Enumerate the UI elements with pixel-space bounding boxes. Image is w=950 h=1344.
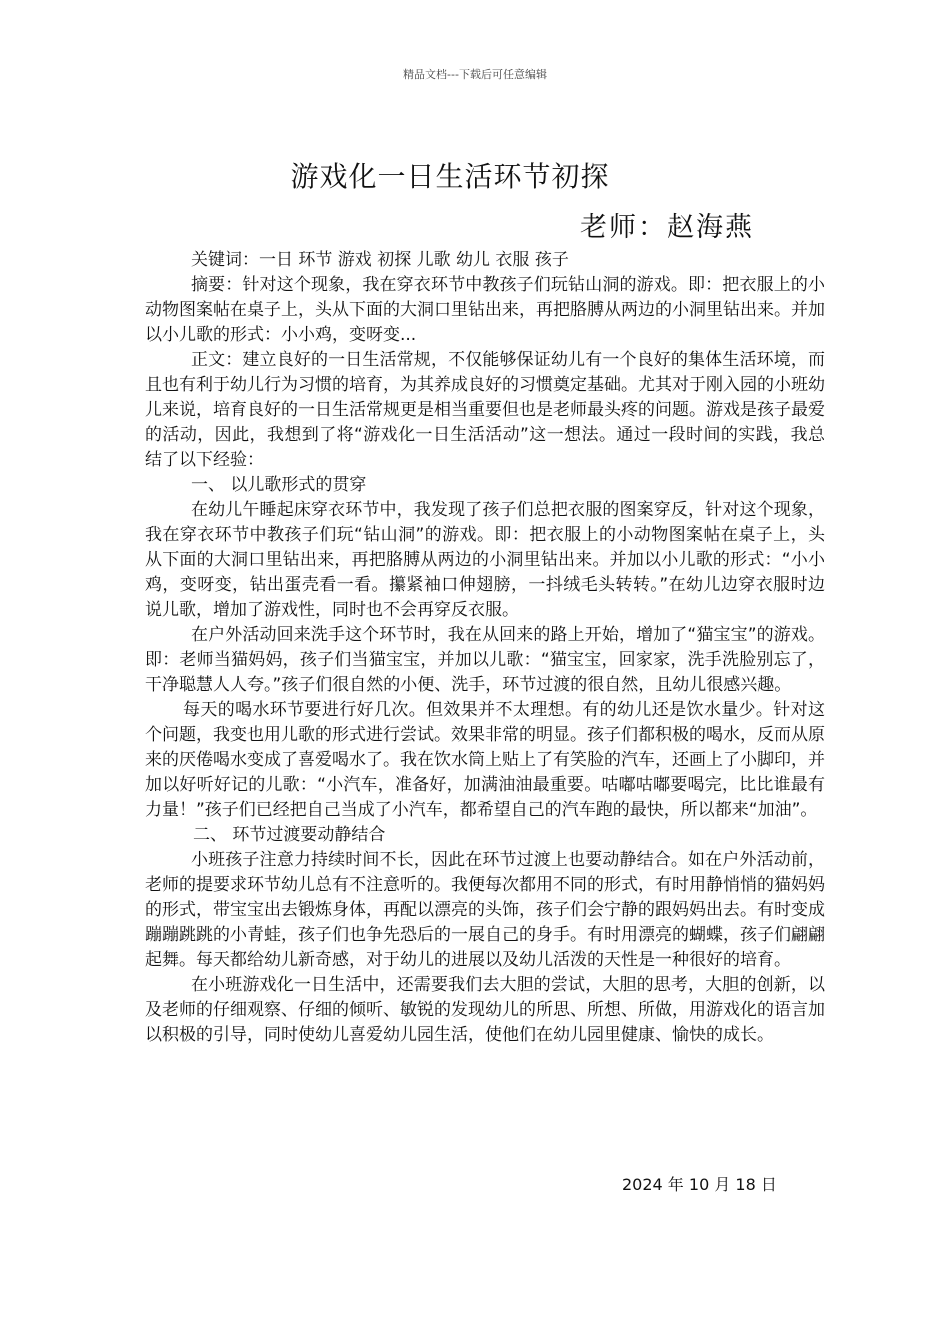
- section1-paragraph-2: 在户外活动回来洗手这个环节时，我在从回来的路上开始，增加了“猫宝宝”的游戏。即：老师当猫妈妈，孩子们当猫宝宝，并加以儿歌：“猫宝宝，回家家，洗手洗脸别忘了，干净聪慧人人夸。”孩子们很自然的小便、洗手，环节过渡的很自然，且幼儿很感兴趣。: [145, 625, 825, 695]
- document-date: 2024 年 10 月 18 日: [622, 1175, 777, 1194]
- author-line: 老师：赵海燕: [580, 212, 754, 243]
- section1-paragraph-1: 在幼儿午睡起床穿衣环节中，我发现了孩子们总把衣服的图案穿反，针对这个现象，我在穿衣环节中教孩子们玩“钻山洞”的游戏。即：把衣服上的小动物图案帖在桌子上，头从下面的大洞口里钻出来，再把胳膊从两边的小洞里钻出来。并加以小儿歌的形式：“小小鸡，变呀变，钻出蛋壳看一看。攥紧袖口伸翅膀，一抖绒毛头转转。”在幼儿边穿衣服时边说儿歌，增加了游戏性，同时也不会再穿反衣服。: [145, 500, 825, 620]
- conclusion-paragraph: 在小班游戏化一日生活中，还需要我们去大胆的尝试，大胆的思考，大胆的创新，以及老师的仔细观察、仔细的倾听、敏锐的发现幼儿的所思、所想、所做，用游戏化的语言加以积极的引导，同时使幼儿喜爱幼儿园生活，使他们在幼儿园里健康、愉快的成长。: [145, 975, 825, 1045]
- keywords-paragraph: 关键词：一日 环节 游戏 初探 儿歌 幼儿 衣服 孩子: [191, 250, 569, 270]
- page-header: 精品文档---下载后可任意编辑: [403, 68, 547, 81]
- document-body: [145, 248, 825, 1048]
- abstract-paragraph: 摘要：针对这个现象，我在穿衣环节中教孩子们玩钻山洞的游戏。即：把衣服上的小动物图案帖在桌子上，头从下面的大洞口里钻出来，再把胳膊从两边的小洞里钻出来。并加以小儿歌的形式：小小鸡，变呀变...: [145, 275, 825, 345]
- section1-paragraph-3: 每天的喝水环节要进行好几次。但效果并不太理想。有的幼儿还是饮水量少。针对这个问题，我变也用儿歌的形式进行尝试。效果非常的明显。孩子们都积极的喝水，反而从原来的厌倦喝水变成了喜爱喝水了。我在饮水筒上贴上了有笑脸的汽车，还画上了小脚印，并加以好听好记的儿歌：“小汽车，准备好，加满油油最重要。咕嘟咕嘟要喝完，比比谁最有力量！”孩子们已经把自己当成了小汽车，都希望自己的汽车跑的最快，所以都来“加油”。: [145, 700, 825, 820]
- section-heading-2: 二、 环节过渡要动静结合: [193, 825, 386, 845]
- intro-paragraph: 正文：建立良好的一日生活常规，不仅能够保证幼儿有一个良好的集体生活环境，而且也有利于幼儿行为习惯的培育，为其养成良好的习惯奠定基础。尤其对于刚入园的小班幼儿来说，培育良好的一日生活常规更是相当重要但也是老师最头疼的问题。游戏是孩子最爱的活动，因此，我想到了将“游戏化一日生活活动”这一想法。通过一段时间的实践，我总结了以下经验：: [145, 350, 825, 470]
- document-title: 游戏化一日生活环节初探: [290, 160, 610, 193]
- section-heading-1: 一、 以儿歌形式的贯穿: [191, 475, 367, 495]
- section2-paragraph-1: 小班孩子注意力持续时间不长，因此在环节过渡上也要动静结合。如在户外活动前，老师的提要求环节幼儿总有不注意听的。我便每次都用不同的形式，有时用静悄悄的猫妈妈的形式，带宝宝出去锻炼身体，再配以漂亮的头饰，孩子们会宁静的跟妈妈出去。有时变成蹦蹦跳跳的小青蛙，孩子们也争先恐后的一展自己的身手。有时用漂亮的蝴蝶，孩子们翩翩起舞。每天都给幼儿新奇感，对于幼儿的进展以及幼儿活泼的天性是一种很好的培育。: [145, 850, 825, 970]
